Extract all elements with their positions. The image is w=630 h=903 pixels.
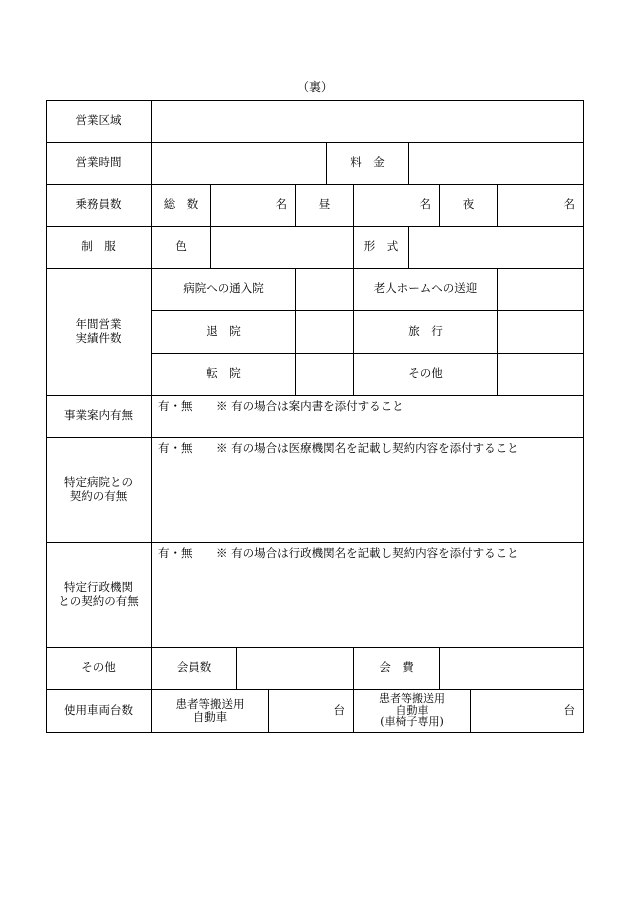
vehicle-type1-field[interactable]: 台	[333, 702, 345, 717]
uniform-color-label: 色	[175, 239, 187, 254]
gov-contract-field[interactable]	[152, 543, 583, 647]
hospital-contract-note: ※ 有の場合は医療機関名を記載し契約内容を添付すること	[216, 441, 519, 455]
hospital-visit-field[interactable]	[296, 269, 353, 310]
membership-fee-field[interactable]	[440, 648, 583, 689]
vehicle-type2-label: 患者等搬送用 自動車 (車椅子専用)	[379, 692, 445, 729]
hours-field[interactable]	[152, 143, 326, 184]
vehicle-type2-field[interactable]: 台	[563, 702, 575, 717]
gov-contract-label: 特定行政機関 との契約の有無	[58, 579, 139, 608]
hours-label: 営業時間	[75, 155, 122, 170]
crew-night-field[interactable]: 名	[563, 197, 575, 212]
crew-total-label: 総 数	[163, 197, 199, 212]
transfer-label: 転 院	[206, 366, 241, 381]
elderly-home-label: 老人ホームへの送迎	[373, 281, 478, 296]
other-label: その他	[81, 660, 116, 675]
discharge-field[interactable]	[296, 311, 353, 353]
discharge-label: 退 院	[206, 323, 241, 338]
hospital-contract-field[interactable]	[152, 438, 583, 542]
crew-day-label: 昼	[318, 197, 331, 212]
crew-day-field[interactable]: 名	[419, 197, 431, 212]
membership-fee-label: 会 費	[379, 660, 414, 675]
hospital-contract-yesno[interactable]: 有・無	[158, 441, 193, 455]
elderly-home-field[interactable]	[498, 269, 583, 310]
guide-field[interactable]	[152, 396, 583, 437]
uniform-style-field[interactable]	[409, 227, 583, 268]
annual-label: 年間営業 実績件数	[75, 316, 122, 345]
gov-contract-note: ※ 有の場合は行政機関名を記載し契約内容を添付すること	[216, 546, 519, 560]
area-field[interactable]	[152, 101, 583, 142]
members-label: 会員数	[176, 660, 212, 675]
guide-note: ※ 有の場合は案内書を添付すること	[216, 399, 404, 413]
guide-yesno[interactable]: 有・無	[158, 399, 193, 413]
vehicle-type1-label: 患者等搬送用 自動車	[175, 696, 245, 724]
fee-field[interactable]	[409, 143, 583, 184]
guide-label: 事業案内有無	[64, 408, 133, 423]
uniform-label: 制 服	[81, 239, 116, 254]
crew-label: 乗務員数	[75, 197, 122, 212]
travel-field[interactable]	[498, 311, 583, 353]
annual-other-label: その他	[408, 366, 443, 381]
area-label: 営業区域	[75, 113, 122, 128]
members-field[interactable]	[237, 648, 353, 689]
uniform-style-label: 形 式	[363, 239, 399, 254]
crew-total-field[interactable]: 名	[275, 197, 287, 212]
hospital-contract-label: 特定病院との 契約の有無	[64, 474, 133, 503]
uniform-color-field[interactable]	[211, 227, 353, 268]
vehicles-label: 使用車両台数	[64, 702, 133, 717]
transfer-field[interactable]	[296, 354, 353, 395]
annual-other-field[interactable]	[498, 354, 583, 395]
hospital-visit-label: 病院への通入院	[183, 281, 264, 296]
fee-label: 料 金	[350, 155, 385, 170]
gov-contract-yesno[interactable]: 有・無	[158, 546, 193, 560]
crew-night-label: 夜	[462, 197, 475, 212]
travel-label: 旅 行	[408, 323, 443, 338]
page-title: （裏）	[296, 80, 333, 94]
